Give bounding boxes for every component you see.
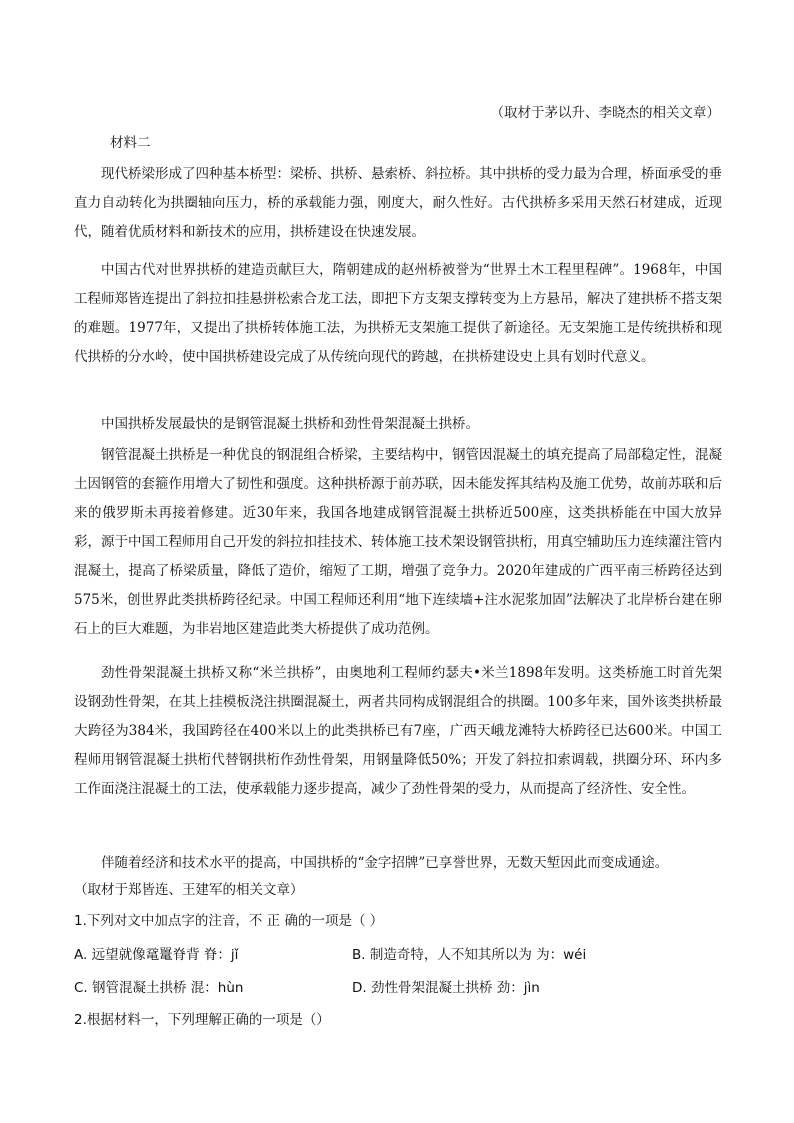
source-citation-top: （取材于茅以升、李晓杰的相关文章）: [490, 105, 720, 121]
paragraph-fastest-development: 中国拱桥发展最快的是钢管混凝土拱桥和劲性骨架混凝土拱桥。: [101, 416, 479, 432]
paragraph-bridge-types: 现代桥梁形成了四种基本桥型：梁桥、拱桥、悬索桥、斜拉桥。其中拱桥的受力最为合理，桥面承受的垂直力自动转化为拱圈轴向压力，桥的承载能力强，刚度大，耐久性好。古代拱桥多采用天然石材建成，近现代，随着优质材料和新技术的应用，拱桥建设在快速发展。: [74, 166, 722, 240]
paragraph-ancient-contribution: 中国古代对世界拱桥的建造贡献巨大，隋朝建成的赵州桥被誉为“世界土木工程里程碑”。1968年，中国工程师郑皆连提出了斜拉扣挂悬拼松索合龙工法，即把下方支架支撑转变为上方悬吊，解决了建拱桥不搭支架的难题。1977年，又提出了拱桥转体施工法，为拱桥无支架施工提供了新途径。无支架施工是传统拱桥和现代拱桥的分水岭，使中国拱桥建设完成了从传统向现代的跨越，在拱桥建设史上具有划时代意义。: [74, 262, 722, 365]
paragraph-melan-arch: 劲性骨架混凝土拱桥又称“米兰拱桥”，由奥地利工程师约瑟夫•米兰1898年发明。这类桥施工时首先架设钢劲性骨架，在其上挂模板浇注拱圈混凝土，两者共同构成钢混组合的拱圈。100多年来，国外该类拱桥最大跨径为384米，我国跨径在400米以上的此类拱桥已有7座，广西天峨龙滩特大桥跨径已达600米。中国工程师用钢管混凝土拱桁代替钢拱桁作劲性骨架，用钢量降低50%；开发了斜拉扣索调载，拱圈分环、环内多工作面浇注混凝土的工法，使承载能力逐步提高，减少了劲性骨架的受力，从而提高了经济性、安全性。: [74, 665, 722, 797]
question-1-option-c[interactable]: C. 钢管混凝土拱桥 混：hùn: [74, 980, 244, 996]
paragraph-conclusion: 伴随着经济和技术水平的提高，中国拱桥的“金字招牌”已享誉世界，无数天堑因此而变成通途。: [101, 855, 669, 871]
paragraph-steel-tube-arch: 钢管混凝土拱桥是一种优良的钢混组合桥梁，主要结构中，钢管因混凝土的填充提高了局部稳定性，混凝土因钢管的套箍作用增大了韧性和强度。这种拱桥源于前苏联，因未能发挥其结构及施工优势，故前苏联和后来的俄罗斯未再接着修建。近30年来，我国各地建成钢管混凝土拱桥近500座，这类拱桥能在中国大放异彩，源于中国工程师用自己开发的斜拉扣挂技术、转体施工技术架设钢管拱桁，用真空辅助压力连续灌注管内混凝土，提高了桥梁质量，降低了造价，缩短了工期，增强了竞争力。2020年建成的广西平南三桥跨径达到575米，创世界此类拱桥跨径纪录。中国工程师还利用“地下连续墙+注水泥浆加固”法解决了北岸桥台建在卵石上的巨大难题，为非岩地区建造此类大桥提供了成功范例。: [74, 447, 722, 637]
question-2-stem: 2.根据材料一，下列理解正确的一项是（）: [74, 1012, 330, 1028]
section-title: 材料二: [110, 135, 151, 151]
question-1-stem: 1.下列对文中加点字的注音，不 正 确的一项是（ ）: [74, 913, 384, 929]
question-1-option-b[interactable]: B. 制造奇特，人不知其所以为 为：wéi: [352, 947, 587, 963]
source-citation-bottom: （取材于郑皆连、王建军的相关文章）: [74, 882, 304, 898]
question-1-option-d[interactable]: D. 劲性骨架混凝土拱桥 劲：jìn: [352, 980, 540, 996]
question-1-option-a[interactable]: A. 远望就像鼋鼍脊背 脊：jǐ: [74, 947, 239, 963]
